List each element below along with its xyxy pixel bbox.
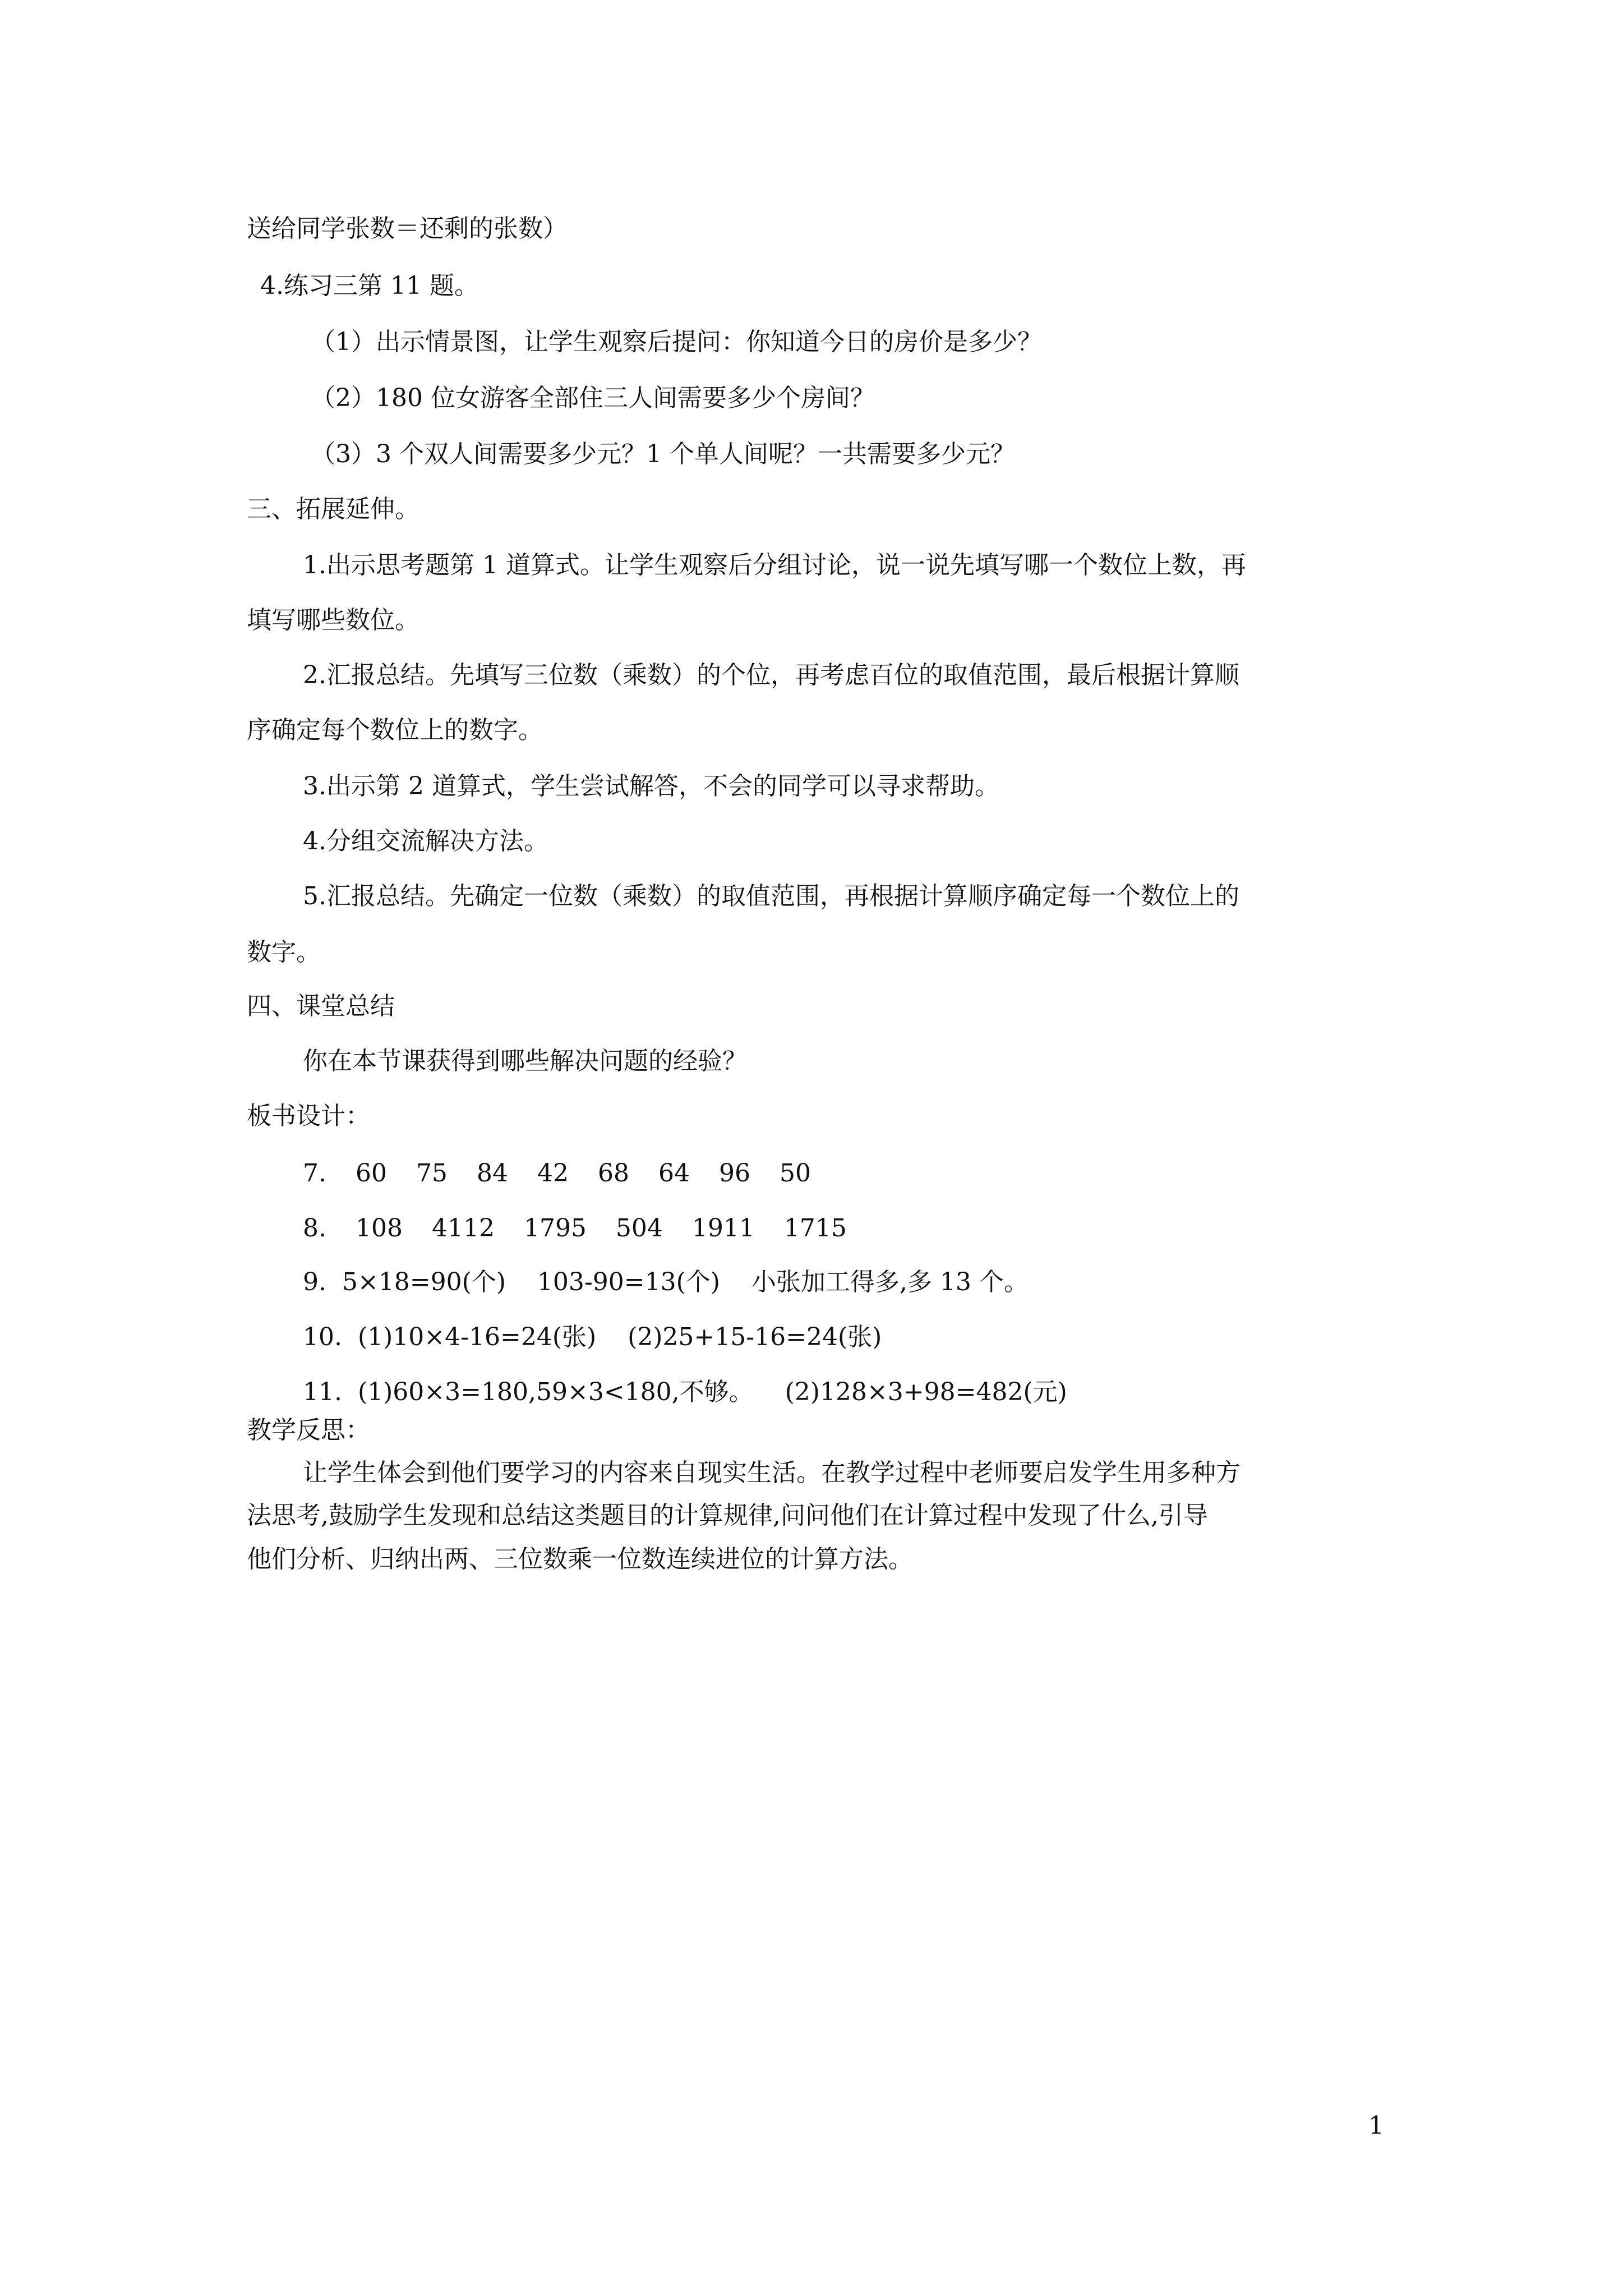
text-line: 送给同学张数＝还剩的张数）	[247, 214, 568, 243]
board-value: 504	[615, 1214, 663, 1243]
board-value: 64	[658, 1159, 690, 1188]
text-line: 填写哪些数位。	[247, 606, 419, 634]
board-row-9: 9. 5×18=90(个) 103-90=13(个) 小张加工得多,多 13 个。	[303, 1268, 1029, 1296]
section-heading: 板书设计：	[247, 1102, 370, 1130]
board-value: 50	[779, 1159, 811, 1188]
board-value: 60	[355, 1159, 387, 1188]
board-value: 1715	[783, 1214, 847, 1243]
board-value: 4112	[431, 1214, 495, 1243]
text-line: 法思考,鼓励学生发现和总结这类题目的计算规律,问问他们在计算过程中发现了什么,引导	[247, 1501, 1208, 1530]
board-value: 7.	[303, 1159, 326, 1188]
board-value: 8.	[303, 1214, 326, 1243]
text-line: （3）3 个双人间需要多少元？1 个单人间呢？一共需要多少元？	[311, 440, 1015, 468]
text-line: （1）出示情景图，让学生观察后提问：你知道今日的房价是多少？	[311, 328, 1042, 356]
board-value: 1795	[523, 1214, 587, 1243]
board-value: 84	[476, 1159, 508, 1188]
text-line: 序确定每个数位上的数字。	[247, 716, 543, 744]
text-line: 4.分组交流解决方法。	[303, 827, 548, 855]
board-value: 75	[416, 1159, 448, 1188]
board-row-10: 10. (1)10×4-16=24(张) (2)25+15-16=24(张)	[303, 1323, 882, 1351]
board-row-11: 11. (1)60×3=180,59×3<180,不够。 (2)128×3+98=482(元)	[303, 1378, 1067, 1406]
board-value: 42	[537, 1159, 569, 1188]
board-value: 108	[355, 1214, 403, 1243]
text-line: （2）180 位女游客全部住三人间需要多少个房间？	[311, 384, 875, 412]
board-value: 96	[718, 1159, 750, 1188]
text-line: 4.练习三第 11 题。	[260, 272, 479, 300]
board-value: 68	[597, 1159, 629, 1188]
text-line: 让学生体会到他们要学习的内容来自现实生活。在教学过程中老师要启发学生用多种方	[303, 1458, 1241, 1487]
text-line: 5.汇报总结。先确定一位数（乘数）的取值范围，再根据计算顺序确定每一个数位上的	[303, 882, 1239, 910]
text-line: 2.汇报总结。先填写三位数（乘数）的个位，再考虑百位的取值范围，最后根据计算顺	[303, 661, 1239, 689]
text-line: 他们分析、归纳出两、三位数乘一位数连续进位的计算方法。	[247, 1545, 913, 1573]
board-row-7	[303, 1157, 832, 1190]
text-line: 3.出示第 2 道算式，学生尝试解答，不会的同学可以寻求帮助。	[303, 772, 999, 800]
board-row-8	[303, 1212, 868, 1245]
section-heading: 四、课堂总结	[247, 992, 395, 1020]
section-heading: 教学反思：	[247, 1416, 370, 1444]
page-number: 1	[1368, 2111, 1384, 2140]
text-line: 数字。	[247, 938, 321, 967]
board-value: 1911	[691, 1214, 755, 1243]
text-line: 你在本节课获得到哪些解决问题的经验？	[303, 1047, 747, 1075]
section-heading: 三、拓展延伸。	[247, 495, 419, 523]
text-line: 1.出示思考题第 1 道算式。让学生观察后分组讨论，说一说先填写哪一个数位上数，再	[303, 551, 1246, 579]
